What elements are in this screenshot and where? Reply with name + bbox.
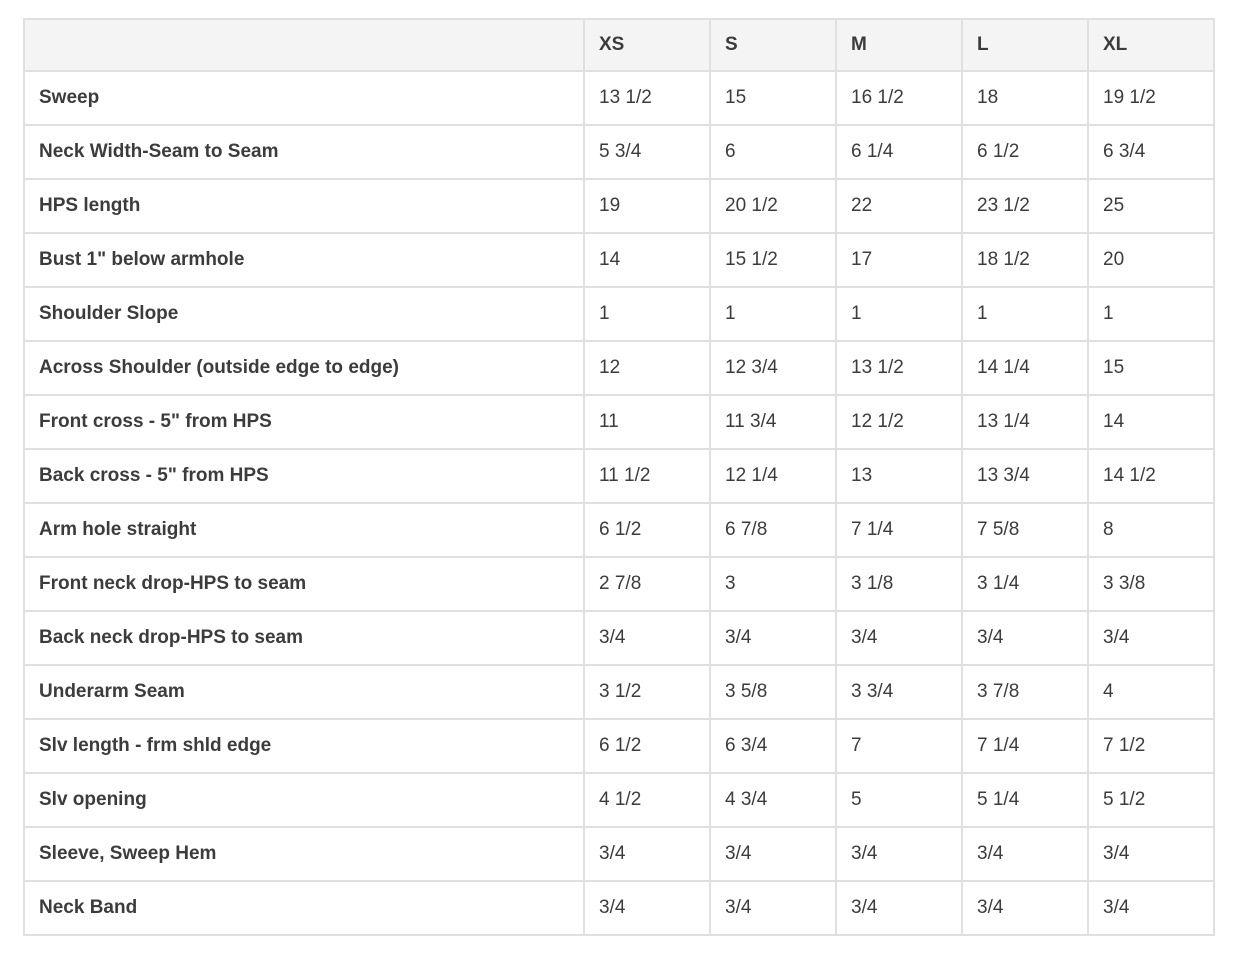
measurement-cell: 15	[1088, 341, 1214, 395]
measurement-cell: 16 1/2	[836, 71, 962, 125]
measurement-cell: 15 1/2	[710, 233, 836, 287]
table-row	[24, 233, 1214, 287]
row-label: Sleeve, Sweep Hem	[24, 827, 584, 881]
measurement-cell: 14	[584, 233, 710, 287]
row-label: Arm hole straight	[24, 503, 584, 557]
measurement-cell: 3 5/8	[710, 665, 836, 719]
table-row	[24, 449, 1214, 503]
table-row	[24, 881, 1214, 935]
row-label: Underarm Seam	[24, 665, 584, 719]
column-header-s: S	[710, 19, 836, 71]
column-header-m: M	[836, 19, 962, 71]
measurement-cell: 3	[710, 557, 836, 611]
measurement-cell: 7 1/2	[1088, 719, 1214, 773]
measurement-cell: 13	[836, 449, 962, 503]
measurement-cell: 3/4	[1088, 611, 1214, 665]
table-row	[24, 341, 1214, 395]
measurement-cell: 3/4	[710, 827, 836, 881]
measurement-cell: 3/4	[584, 881, 710, 935]
measurement-cell: 12 3/4	[710, 341, 836, 395]
table-row	[24, 503, 1214, 557]
measurement-cell: 13 1/2	[836, 341, 962, 395]
measurement-cell: 1	[710, 287, 836, 341]
row-label: Slv opening	[24, 773, 584, 827]
measurement-cell: 18	[962, 71, 1088, 125]
measurement-cell: 3 1/2	[584, 665, 710, 719]
measurement-cell: 6 1/2	[584, 503, 710, 557]
measurement-cell: 1	[962, 287, 1088, 341]
measurement-cell: 11 3/4	[710, 395, 836, 449]
measurement-cell: 12 1/2	[836, 395, 962, 449]
measurement-cell: 5 1/2	[1088, 773, 1214, 827]
row-label: Neck Band	[24, 881, 584, 935]
measurement-cell: 3/4	[962, 881, 1088, 935]
measurement-cell: 3/4	[836, 611, 962, 665]
measurement-cell: 11 1/2	[584, 449, 710, 503]
measurement-cell: 4	[1088, 665, 1214, 719]
row-label: Back cross - 5" from HPS	[24, 449, 584, 503]
measurement-cell: 6 1/2	[962, 125, 1088, 179]
measurement-cell: 4 3/4	[710, 773, 836, 827]
table-row	[24, 179, 1214, 233]
measurement-cell: 5 3/4	[584, 125, 710, 179]
measurement-cell: 4 1/2	[584, 773, 710, 827]
measurement-cell: 3 3/8	[1088, 557, 1214, 611]
row-label: Front neck drop-HPS to seam	[24, 557, 584, 611]
measurement-cell: 7 5/8	[962, 503, 1088, 557]
measurement-cell: 15	[710, 71, 836, 125]
size-chart	[23, 18, 1214, 936]
measurement-cell: 3/4	[1088, 881, 1214, 935]
measurement-cell: 12 1/4	[710, 449, 836, 503]
size-chart-body	[24, 71, 1214, 935]
row-label: Sweep	[24, 71, 584, 125]
measurement-cell: 1	[1088, 287, 1214, 341]
measurement-cell: 14 1/4	[962, 341, 1088, 395]
table-row	[24, 71, 1214, 125]
measurement-cell: 6 3/4	[710, 719, 836, 773]
measurement-cell: 6	[710, 125, 836, 179]
measurement-cell: 13 3/4	[962, 449, 1088, 503]
measurement-cell: 6 7/8	[710, 503, 836, 557]
measurement-cell: 17	[836, 233, 962, 287]
measurement-cell: 7 1/4	[962, 719, 1088, 773]
table-row	[24, 125, 1214, 179]
header-row	[24, 19, 1214, 71]
measurement-cell: 1	[836, 287, 962, 341]
measurement-cell: 23 1/2	[962, 179, 1088, 233]
row-label: Across Shoulder (outside edge to edge)	[24, 341, 584, 395]
row-label: HPS length	[24, 179, 584, 233]
table-row	[24, 827, 1214, 881]
measurement-cell: 19	[584, 179, 710, 233]
measurement-cell: 19 1/2	[1088, 71, 1214, 125]
measurement-cell: 12	[584, 341, 710, 395]
measurement-cell: 3 7/8	[962, 665, 1088, 719]
measurement-cell: 22	[836, 179, 962, 233]
measurement-cell: 20 1/2	[710, 179, 836, 233]
measurement-cell: 5	[836, 773, 962, 827]
row-label: Bust 1" below armhole	[24, 233, 584, 287]
measurement-cell: 3 1/8	[836, 557, 962, 611]
measurement-cell: 3/4	[710, 611, 836, 665]
measurement-cell: 3/4	[584, 611, 710, 665]
row-label: Shoulder Slope	[24, 287, 584, 341]
table-row	[24, 773, 1214, 827]
column-header-xs: XS	[584, 19, 710, 71]
measurement-cell: 25	[1088, 179, 1214, 233]
measurement-cell: 7 1/4	[836, 503, 962, 557]
measurement-cell: 7	[836, 719, 962, 773]
measurement-cell: 8	[1088, 503, 1214, 557]
row-label: Slv length - frm shld edge	[24, 719, 584, 773]
measurement-cell: 3/4	[962, 827, 1088, 881]
table-row	[24, 611, 1214, 665]
measurement-cell: 3 3/4	[836, 665, 962, 719]
measurement-cell: 5 1/4	[962, 773, 1088, 827]
table-row	[24, 719, 1214, 773]
measurement-cell: 18 1/2	[962, 233, 1088, 287]
measurement-cell: 14 1/2	[1088, 449, 1214, 503]
row-label: Front cross - 5" from HPS	[24, 395, 584, 449]
measurement-cell: 3/4	[962, 611, 1088, 665]
column-header-l: L	[962, 19, 1088, 71]
row-label: Neck Width-Seam to Seam	[24, 125, 584, 179]
table-row	[24, 395, 1214, 449]
header-cell-empty	[24, 19, 584, 71]
size-chart-table	[23, 18, 1215, 936]
measurement-cell: 6 1/2	[584, 719, 710, 773]
measurement-cell: 6 3/4	[1088, 125, 1214, 179]
row-label: Back neck drop-HPS to seam	[24, 611, 584, 665]
size-chart-header	[24, 19, 1214, 71]
measurement-cell: 3/4	[584, 827, 710, 881]
measurement-cell: 6 1/4	[836, 125, 962, 179]
column-header-xl: XL	[1088, 19, 1214, 71]
measurement-cell: 20	[1088, 233, 1214, 287]
measurement-cell: 3 1/4	[962, 557, 1088, 611]
measurement-cell: 1	[584, 287, 710, 341]
measurement-cell: 13 1/2	[584, 71, 710, 125]
table-row	[24, 557, 1214, 611]
measurement-cell: 2 7/8	[584, 557, 710, 611]
measurement-cell: 14	[1088, 395, 1214, 449]
table-row	[24, 665, 1214, 719]
measurement-cell: 13 1/4	[962, 395, 1088, 449]
measurement-cell: 3/4	[1088, 827, 1214, 881]
table-row	[24, 287, 1214, 341]
measurement-cell: 3/4	[836, 827, 962, 881]
measurement-cell: 3/4	[710, 881, 836, 935]
measurement-cell: 3/4	[836, 881, 962, 935]
measurement-cell: 11	[584, 395, 710, 449]
